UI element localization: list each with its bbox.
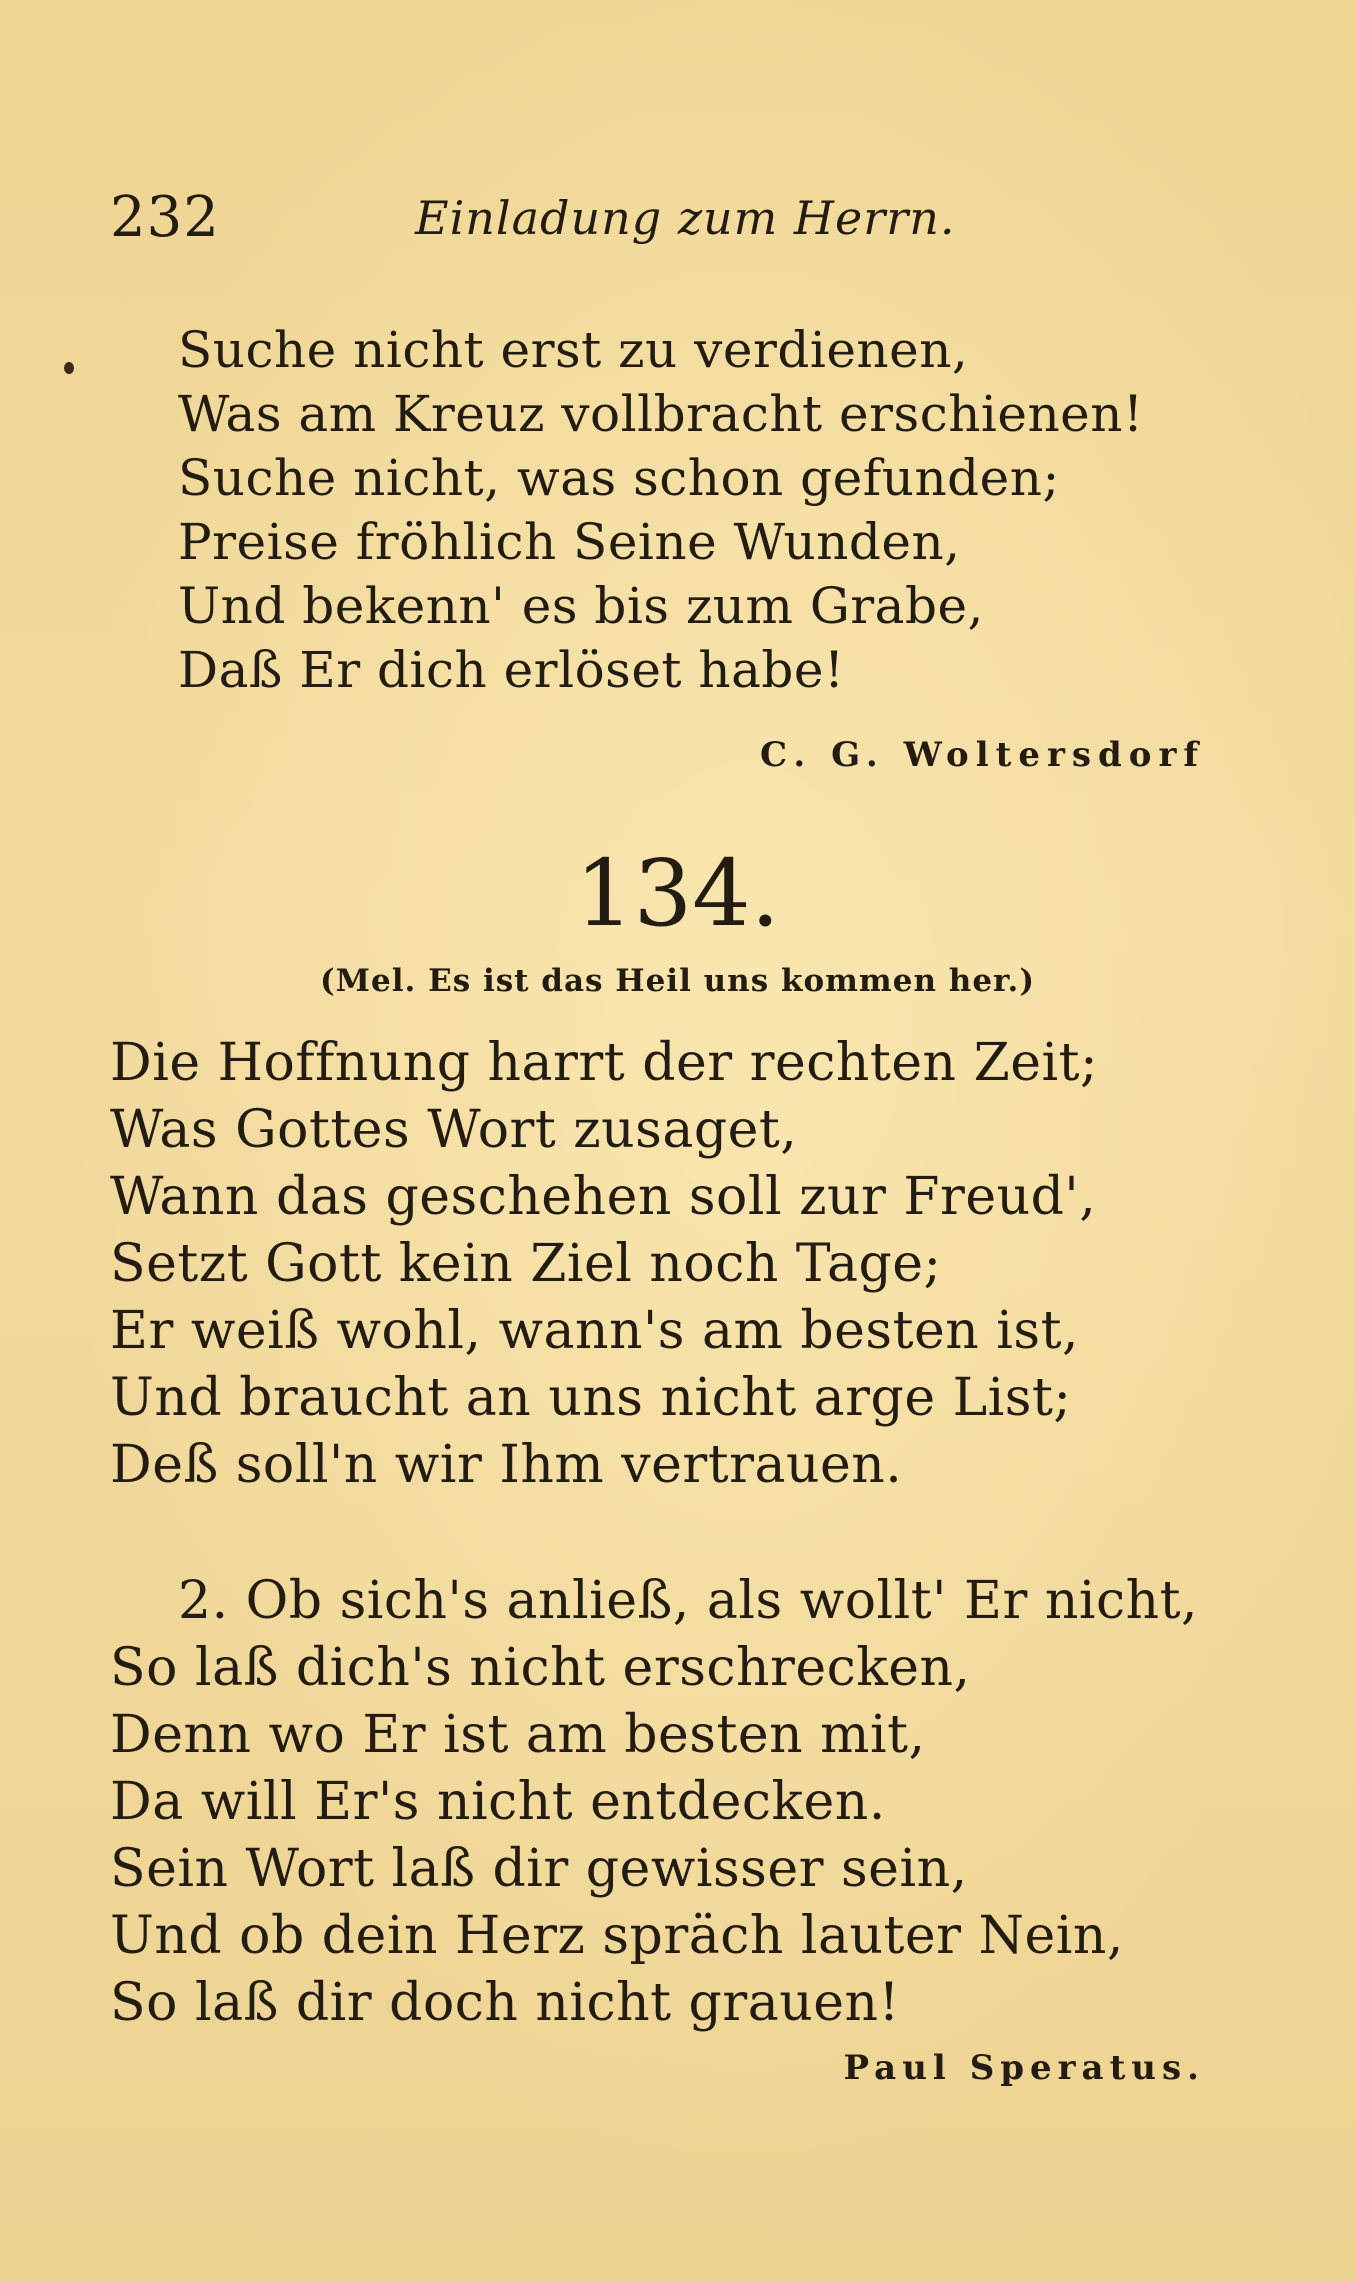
stanza-2 [110, 1568, 1198, 2037]
verse-line: Und bekenn' es bis zum Grabe, [178, 577, 984, 635]
verse-line: Setzt Gott kein Ziel noch Tage; [110, 1234, 942, 1294]
verse-line: Denn wo Er ist am besten mit, [110, 1705, 926, 1765]
verse-line: Und ob dein Herz spräch lauter Nein, [110, 1906, 1124, 1966]
verse-line: Daß Er dich erlöset habe! [178, 641, 845, 699]
verse-line: Suche nicht erst zu verdienen, [178, 321, 969, 379]
verse-line: Wann das geschehen soll zur Freud', [110, 1167, 1097, 1227]
verse-line: So laß dich's nicht erschrecken, [110, 1638, 971, 1698]
stanza-previous-hymn [178, 318, 1144, 702]
verse-line: Preise fröhlich Seine Wunden, [178, 513, 961, 571]
verse-line: Er weiß wohl, wann's am besten ist, [110, 1301, 1080, 1361]
stanza-1 [110, 1030, 1098, 1499]
verse-line: Deß soll'n wir Ihm vertrauen. [110, 1435, 903, 1495]
print-speck [64, 362, 74, 374]
verse-line: So laß dir doch nicht grauen! [110, 1973, 900, 2033]
verse-line: Sein Wort laß dir gewisser sein, [110, 1839, 968, 1899]
verse-line: Was am Kreuz vollbracht erschienen! [178, 385, 1144, 443]
page-header [110, 185, 1210, 255]
page-number: 232 [110, 185, 220, 250]
verse-line: 2. Ob sich's anließ, als wollt' Er nicht, [178, 1571, 1199, 1631]
running-head: Einladung zum Herrn. [415, 191, 956, 245]
verse-line: Die Hoffnung harrt der rechten Zeit; [110, 1033, 1099, 1093]
verse-line: Suche nicht, was schon gefunden; [178, 449, 1060, 507]
author-attribution: Paul Speratus. [843, 2048, 1205, 2088]
verse-line: Was Gottes Wort zusaget, [110, 1100, 798, 1160]
verse-line: Da will Er's nicht entdecken. [110, 1772, 886, 1832]
hymn-number: 134. [575, 840, 780, 947]
author-attribution: C. G. Woltersdorf [759, 735, 1205, 775]
melody-note: (Mel. Es ist das Heil uns kommen her.) [320, 963, 1035, 999]
verse-line: Und braucht an uns nicht arge List; [110, 1368, 1072, 1428]
